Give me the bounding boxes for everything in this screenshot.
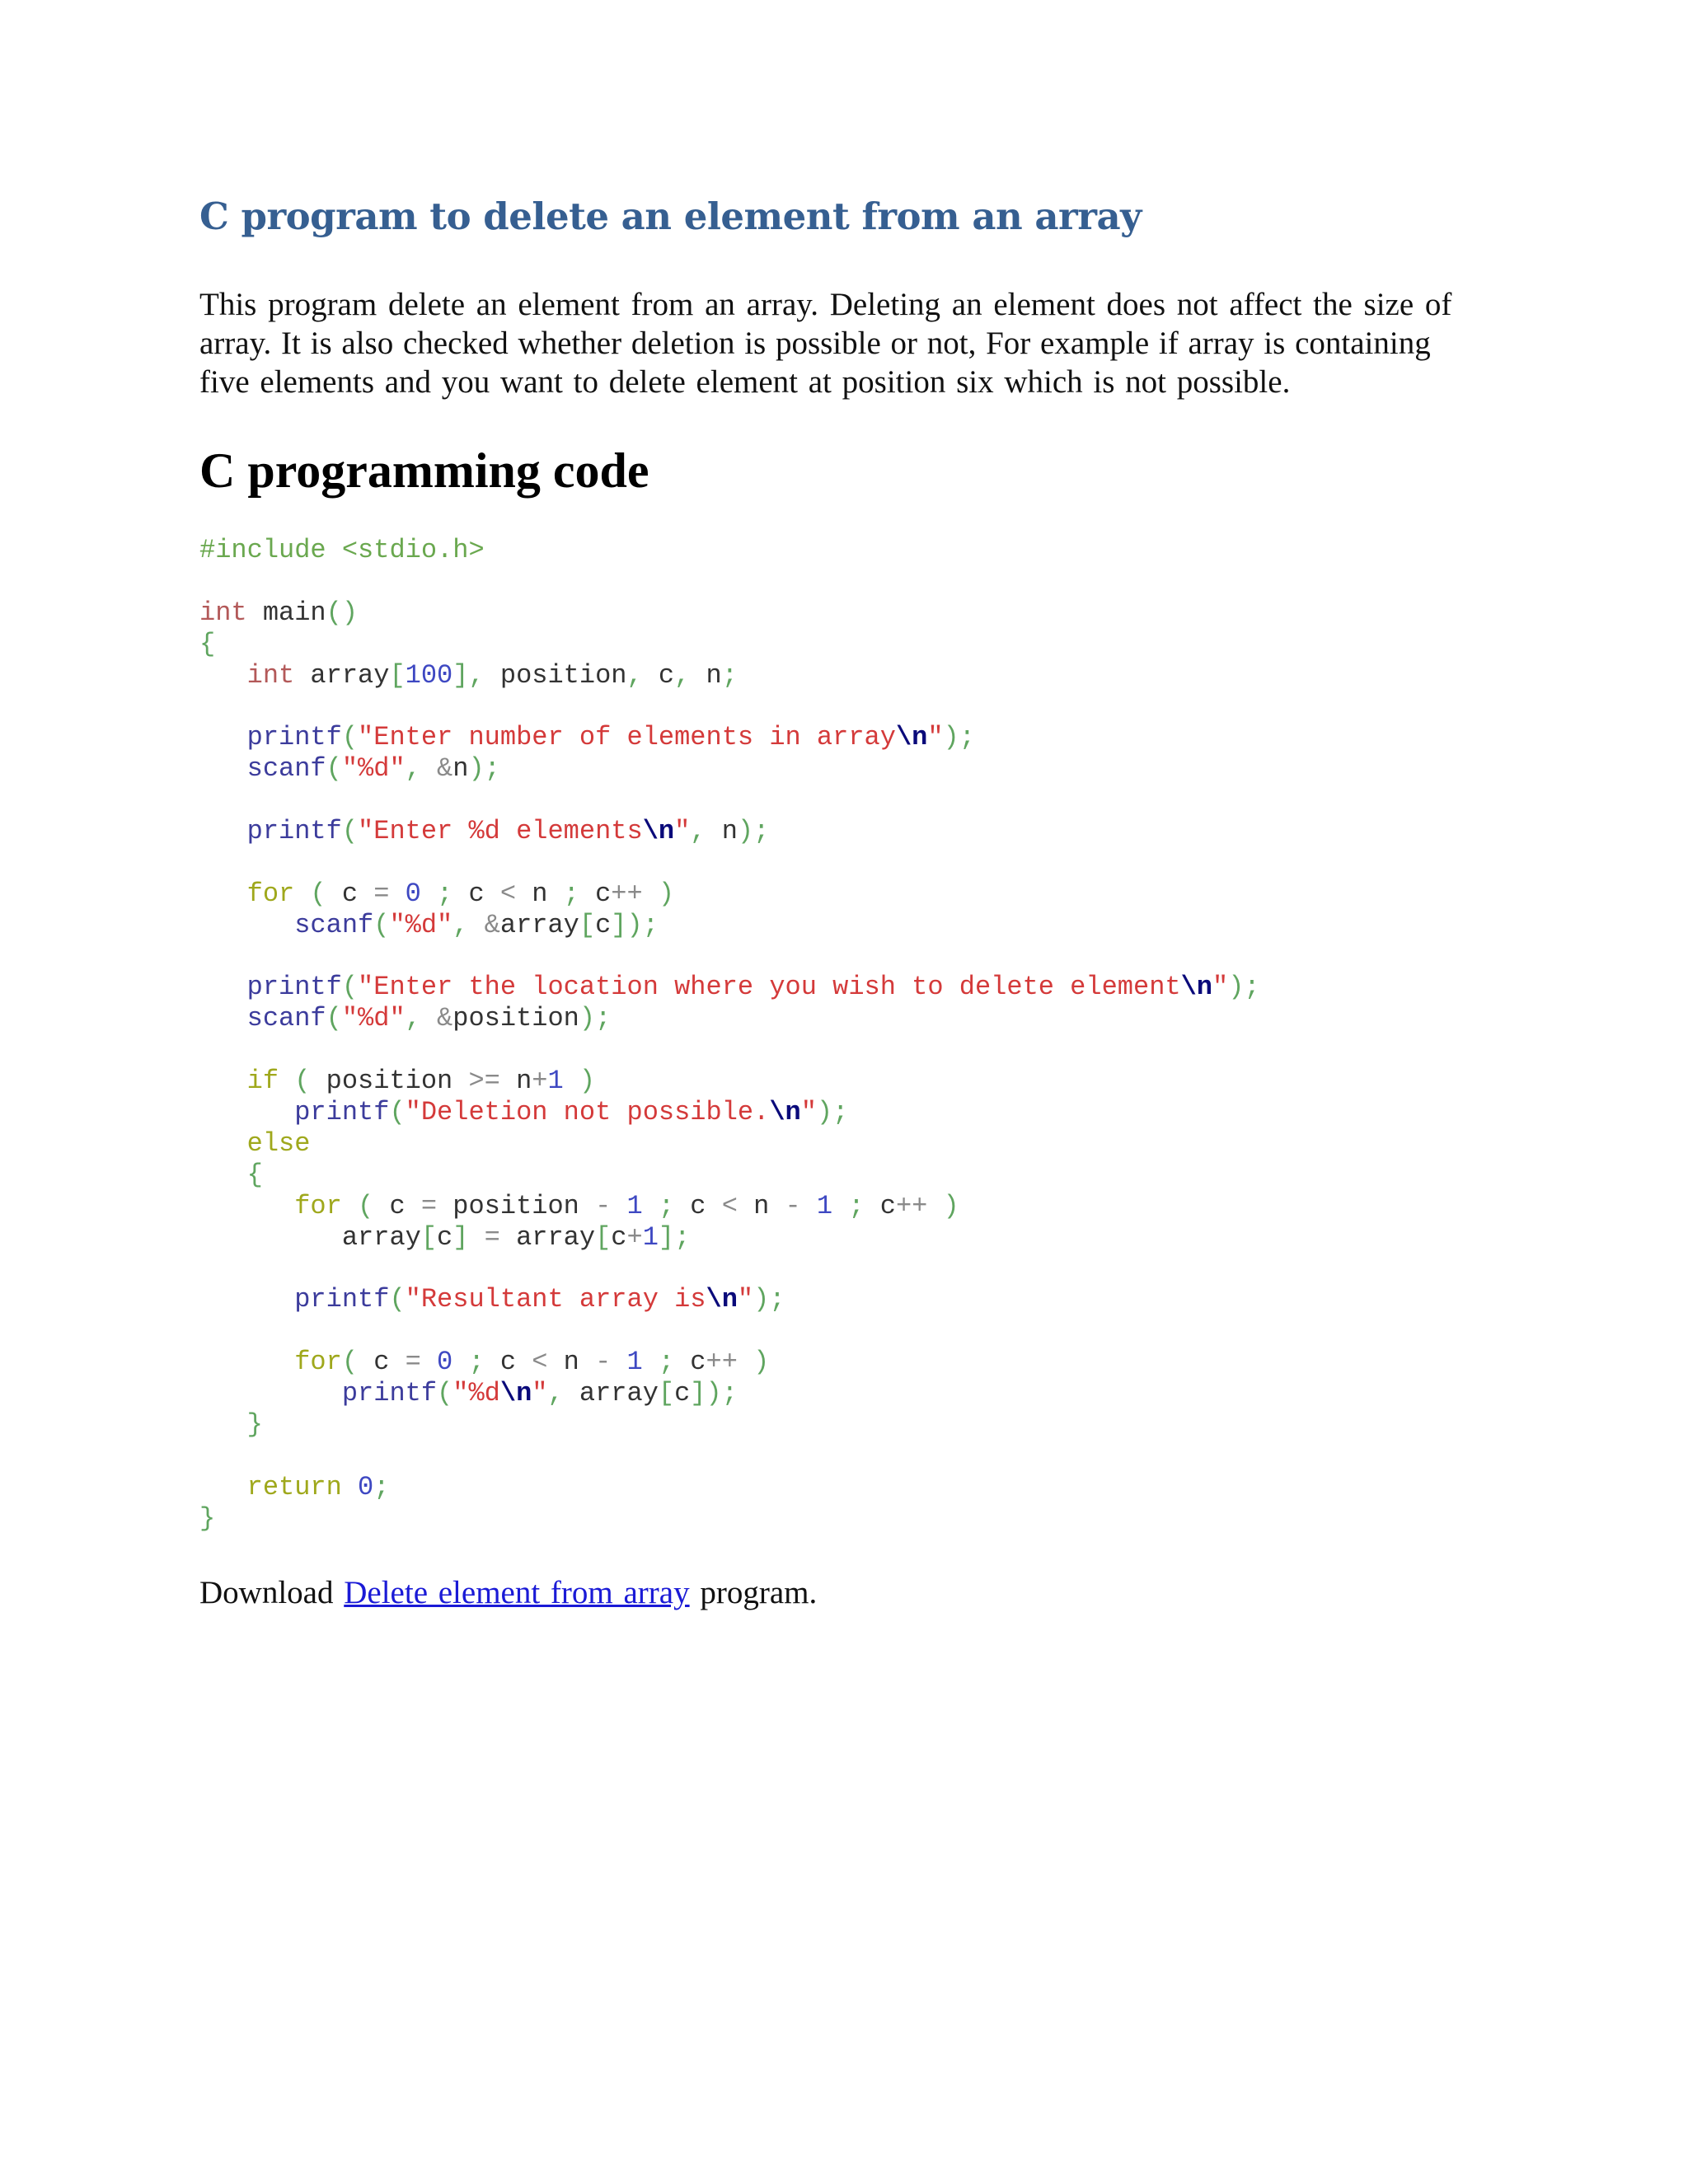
code-line: scanf("%d", &array[c]); — [294, 909, 659, 940]
code-line: } — [199, 1502, 216, 1534]
code-line: printf("Deletion not possible.\n"); — [294, 1097, 849, 1128]
code-line: if ( position >= n+1 ) — [246, 1066, 596, 1097]
code-line: for ( c = 0 ; c < n ; c++ ) — [246, 878, 675, 909]
code-line: scanf("%d", &position); — [246, 1003, 612, 1034]
code-line: printf("Enter the location where you wish to delete element\n"); — [246, 972, 1260, 1003]
code-line — [199, 1034, 1260, 1066]
code-line — [199, 1253, 1260, 1284]
download-link[interactable]: Delete element from array — [344, 1575, 690, 1610]
code-line — [199, 941, 1260, 972]
section-heading: C programming code — [199, 443, 649, 498]
code-line — [199, 691, 1260, 722]
code-line: int main() — [199, 597, 359, 628]
code-line: } — [246, 1408, 263, 1440]
code-line: { — [199, 628, 216, 659]
page-title: C program to delete an element from an array — [199, 194, 1142, 238]
code-block — [199, 535, 1260, 1535]
code-line — [199, 566, 1260, 598]
code-line — [199, 785, 1260, 816]
code-line — [199, 847, 1260, 879]
intro-line: array. It is also checked whether deletion is possible or not, For example if array is containing — [199, 326, 1431, 361]
code-line: return 0; — [246, 1471, 390, 1502]
code-line — [199, 1441, 1260, 1472]
code-line: scanf("%d", &n); — [246, 753, 500, 785]
code-line: { — [246, 1159, 263, 1190]
code-line — [199, 1315, 1260, 1347]
code-line: array[c] = array[c+1]; — [341, 1221, 691, 1253]
code-line: printf("Enter number of elements in array\n"); — [246, 722, 975, 753]
code-line: #include <stdio.h> — [199, 535, 485, 565]
intro-line: This program delete an element from an array. Deleting an element does not affect the size of — [199, 287, 1452, 322]
code-line: for( c = 0 ; c < n - 1 ; c++ ) — [294, 1347, 770, 1378]
code-line: for ( c = position - 1 ; c < n - 1 ; c++ ) — [294, 1190, 959, 1221]
intro-paragraph — [199, 285, 1452, 401]
download-line — [199, 1574, 817, 1611]
intro-line: five elements and you want to delete element at position six which is not possible. — [199, 364, 1291, 400]
code-line: printf("%d\n", array[c]); — [341, 1378, 738, 1409]
download-suffix: program. — [700, 1575, 818, 1610]
code-line: int array[100], position, c, n; — [246, 659, 738, 691]
code-line: printf("Enter %d elements\n", n); — [246, 816, 770, 847]
code-line: printf("Resultant array is\n"); — [294, 1284, 785, 1315]
code-line: else — [246, 1127, 311, 1159]
download-prefix: Download — [199, 1575, 334, 1610]
